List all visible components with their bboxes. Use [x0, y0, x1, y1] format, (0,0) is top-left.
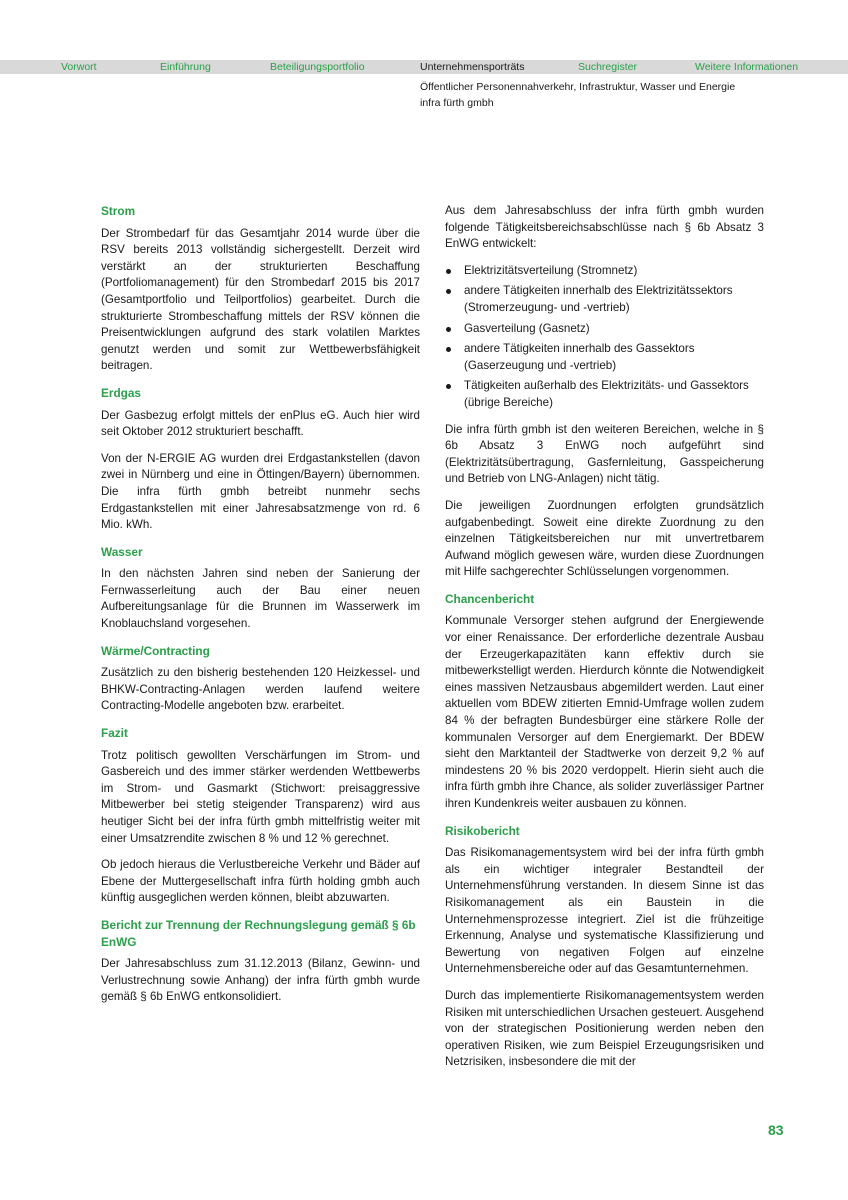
paragraph: Der Strombedarf für das Gesamtjahr 2014 wurde über die RSV bereits 2013 vollständig sichergestellt. Derzeit wird verstärkt an der strukturierten Beschaffung (Portfoliomanagement) für den Strombedarf 2015 bis 2017 (Gesamtportfolio und Teilportfolios) gearbeitet. Durch die strukturierte Strombeschaffung mittels der RSV können die Preisentwicklungen aufgrund des stark volatilen Marktes genutzt werden und somit zur Wettbewerbsfähigkeit beitragen. — [101, 226, 420, 373]
section-title: Öffentlicher Personennahverkehr, Infrastruktur, Wasser und Energie — [420, 81, 736, 93]
left-column — [101, 203, 420, 1016]
nav-item-weitere-informationen[interactable]: Weitere Informationen — [695, 61, 799, 73]
heading-fazit: Fazit — [101, 726, 128, 741]
right-column — [445, 203, 764, 1081]
paragraph: In den nächsten Jahren sind neben der Sanierung der Fernwasserleitung auch der Bau einer neuen Aufbereitungsanlage für die Brunnen im Wasserwerk im Knoblauchsland vorgesehen. — [101, 567, 420, 631]
list-item: andere Tätigkeiten innerhalb des Elektrizitätssektors (Stromerzeugung- und -vertrieb) — [445, 283, 764, 316]
paragraph: Die infra fürth gmbh ist den weiteren Bereichen, welche in § 6b Absatz 3 EnWG noch aufgeführt sind (Elektrizitätsübertragung, Gasfernleitung, Gasspeicherung und Betrieb von LNG-Anlagen) nicht tätig. — [445, 422, 764, 486]
nav-item-einfuehrung[interactable]: Einführung — [160, 61, 211, 73]
list-item: Gasverteilung (Gasnetz) — [445, 321, 764, 338]
heading-erdgas: Erdgas — [101, 385, 141, 400]
page-number: 83 — [768, 1122, 784, 1138]
heading-risikobericht: Risikobericht — [445, 823, 520, 838]
heading-strom: Strom — [101, 204, 136, 218]
bullet-list — [445, 263, 764, 412]
paragraph: Aus dem Jahresabschluss der infra fürth gmbh wurden folgende Tätigkeitsbereichsabschlüsse nach § 6b Absatz 3 EnWG entwickelt: — [445, 204, 764, 251]
list-item: Tätigkeiten außerhalb des Elektrizitäts- und Gassektors (übrige Bereiche) — [445, 378, 764, 411]
paragraph: Der Gasbezug erfolgt mittels der enPlus eG. Auch hier wird seit Oktober 2012 strukturiert beschafft. — [101, 408, 420, 439]
paragraph: Kommunale Versorger stehen aufgrund der Energiewende vor einer Renaissance. Der erforderliche dezentrale Ausbau der Erzeugerkapazitäten kann effektiv durch sie mitbewerkstelligt werden. Hierdurch könnte die Notwendigkeit eines massiven Netzausbaus abgemildert werden. Laut einer aktuellen vom BDEW zitierten Emnid-Umfrage wollen zudem 84 % der befragten Bundesbürger eine stärkere Rolle der kommunalen Versorger auf dem Energiemarkt. Der BDEW sieht den Marktanteil der Stadtwerke von derzeit 9,2 % auf mindestens 20 % bis 2020 verdoppelt. Hierin sieht auch die infra fürth gmbh ihre Chance, als solider zuverlässiger Partner ihren Kundenkreis weiter ausbauen zu können. — [445, 614, 764, 810]
section-breadcrumb — [420, 79, 735, 111]
paragraph: Ob jedoch hieraus die Verlustbereiche Verkehr und Bäder auf Ebene der Muttergesellschaft infra fürth holding gmbh auch künftig ausgeglichen werden können, bleibt abzuwarten. — [101, 858, 420, 905]
heading-waerme-contracting: Wärme/Contracting — [101, 643, 210, 658]
nav-item-suchregister[interactable]: Suchregister — [578, 61, 637, 73]
paragraph: Von der N-ERGIE AG wurden drei Erdgastankstellen (davon zwei in Nürnberg und eine in Öttingen/Bayern) übernommen. Die infra fürth gmbh betreibt nunmehr sechs Erdgastankstellen mit einer Jahresabsatzmenge von rd. 6 Mio. kWh. — [101, 451, 420, 532]
paragraph: Durch das implementierte Risikomanagementsystem werden Risiken mit unterschiedlichen Ursachen gesteuert. Ausgehend von der strategischen Positionierung werden neben den operativen Risiken, wie zum Beispiel Erzeugungsrisiken und Netzrisiken, insbesondere die mit der — [445, 988, 765, 1069]
heading-chancenbericht: Chancenbericht — [445, 591, 535, 606]
heading-trennung-rechnungslegung: Bericht zur Trennung der Rechnungslegung gemäß § 6b EnWG — [101, 917, 416, 949]
nav-item-beteiligungsportfolio[interactable]: Beteiligungsportfolio — [270, 61, 365, 73]
paragraph: Der Jahresabschluss zum 31.12.2013 (Bilanz, Gewinn- und Verlustrechnung sowie Anhang) der infra fürth gmbh wurde gemäß § 6b EnWG entkonsolidiert. — [101, 957, 420, 1004]
paragraph: Trotz politisch gewollten Verschärfungen im Strom- und Gasbereich und des immer stärker werdenden Wettbewerbs im Strom- und Gasmarkt (Stichwort: preisaggressive Mitbewerber bei stetig steigender Transparenz) wird aus heutiger Sicht bei der infra fürth gmbh mittelfristig weiter mit einer Umsatzrendite zwischen 8 % und 12 % gerechnet. — [101, 748, 420, 845]
paragraph: Das Risikomanagementsystem wird bei der infra fürth gmbh als ein wichtiger integraler Bestandteil der Unternehmensführung verstanden. In diesem Sinne ist das Risikomanagement als ein Baustein in die Unternehmensprozesse integriert. Ziel ist die frühzeitige Erkennung, Analyse und systematische Klassifizierung und Bewertung von negativen Folgen auf einzelne Unternehmensbereiche oder auf das Gesamtunternehmen. — [445, 846, 764, 976]
paragraph: Die jeweiligen Zuordnungen erfolgten grundsätzlich aufgabenbedingt. Soweit eine direkte Zuordnung zu den einzelnen Tätigkeitsbereichen nur mit unvertretbarem Aufwand möglich gewesen wäre, wurden diese Zuordnungen mit Hilfe sachgerechter Schlüsselungen vorgenommen. — [445, 498, 764, 579]
nav-item-unternehmensportraets[interactable]: Unternehmensporträts — [420, 61, 525, 73]
list-item: andere Tätigkeiten innerhalb des Gassektors (Gaserzeugung und -vertrieb) — [445, 341, 764, 374]
list-item: Elektrizitätsverteilung (Stromnetz) — [445, 263, 764, 280]
paragraph: Zusätzlich zu den bisherig bestehenden 120 Heizkessel- und BHKW-Contracting-Anlagen werden laufend weitere Contracting-Modelle angeboten bzw. erarbeitet. — [101, 666, 420, 713]
heading-wasser: Wasser — [101, 544, 143, 559]
company-name: infra fürth gmbh — [420, 97, 494, 109]
nav-item-vorwort[interactable]: Vorwort — [61, 61, 97, 73]
